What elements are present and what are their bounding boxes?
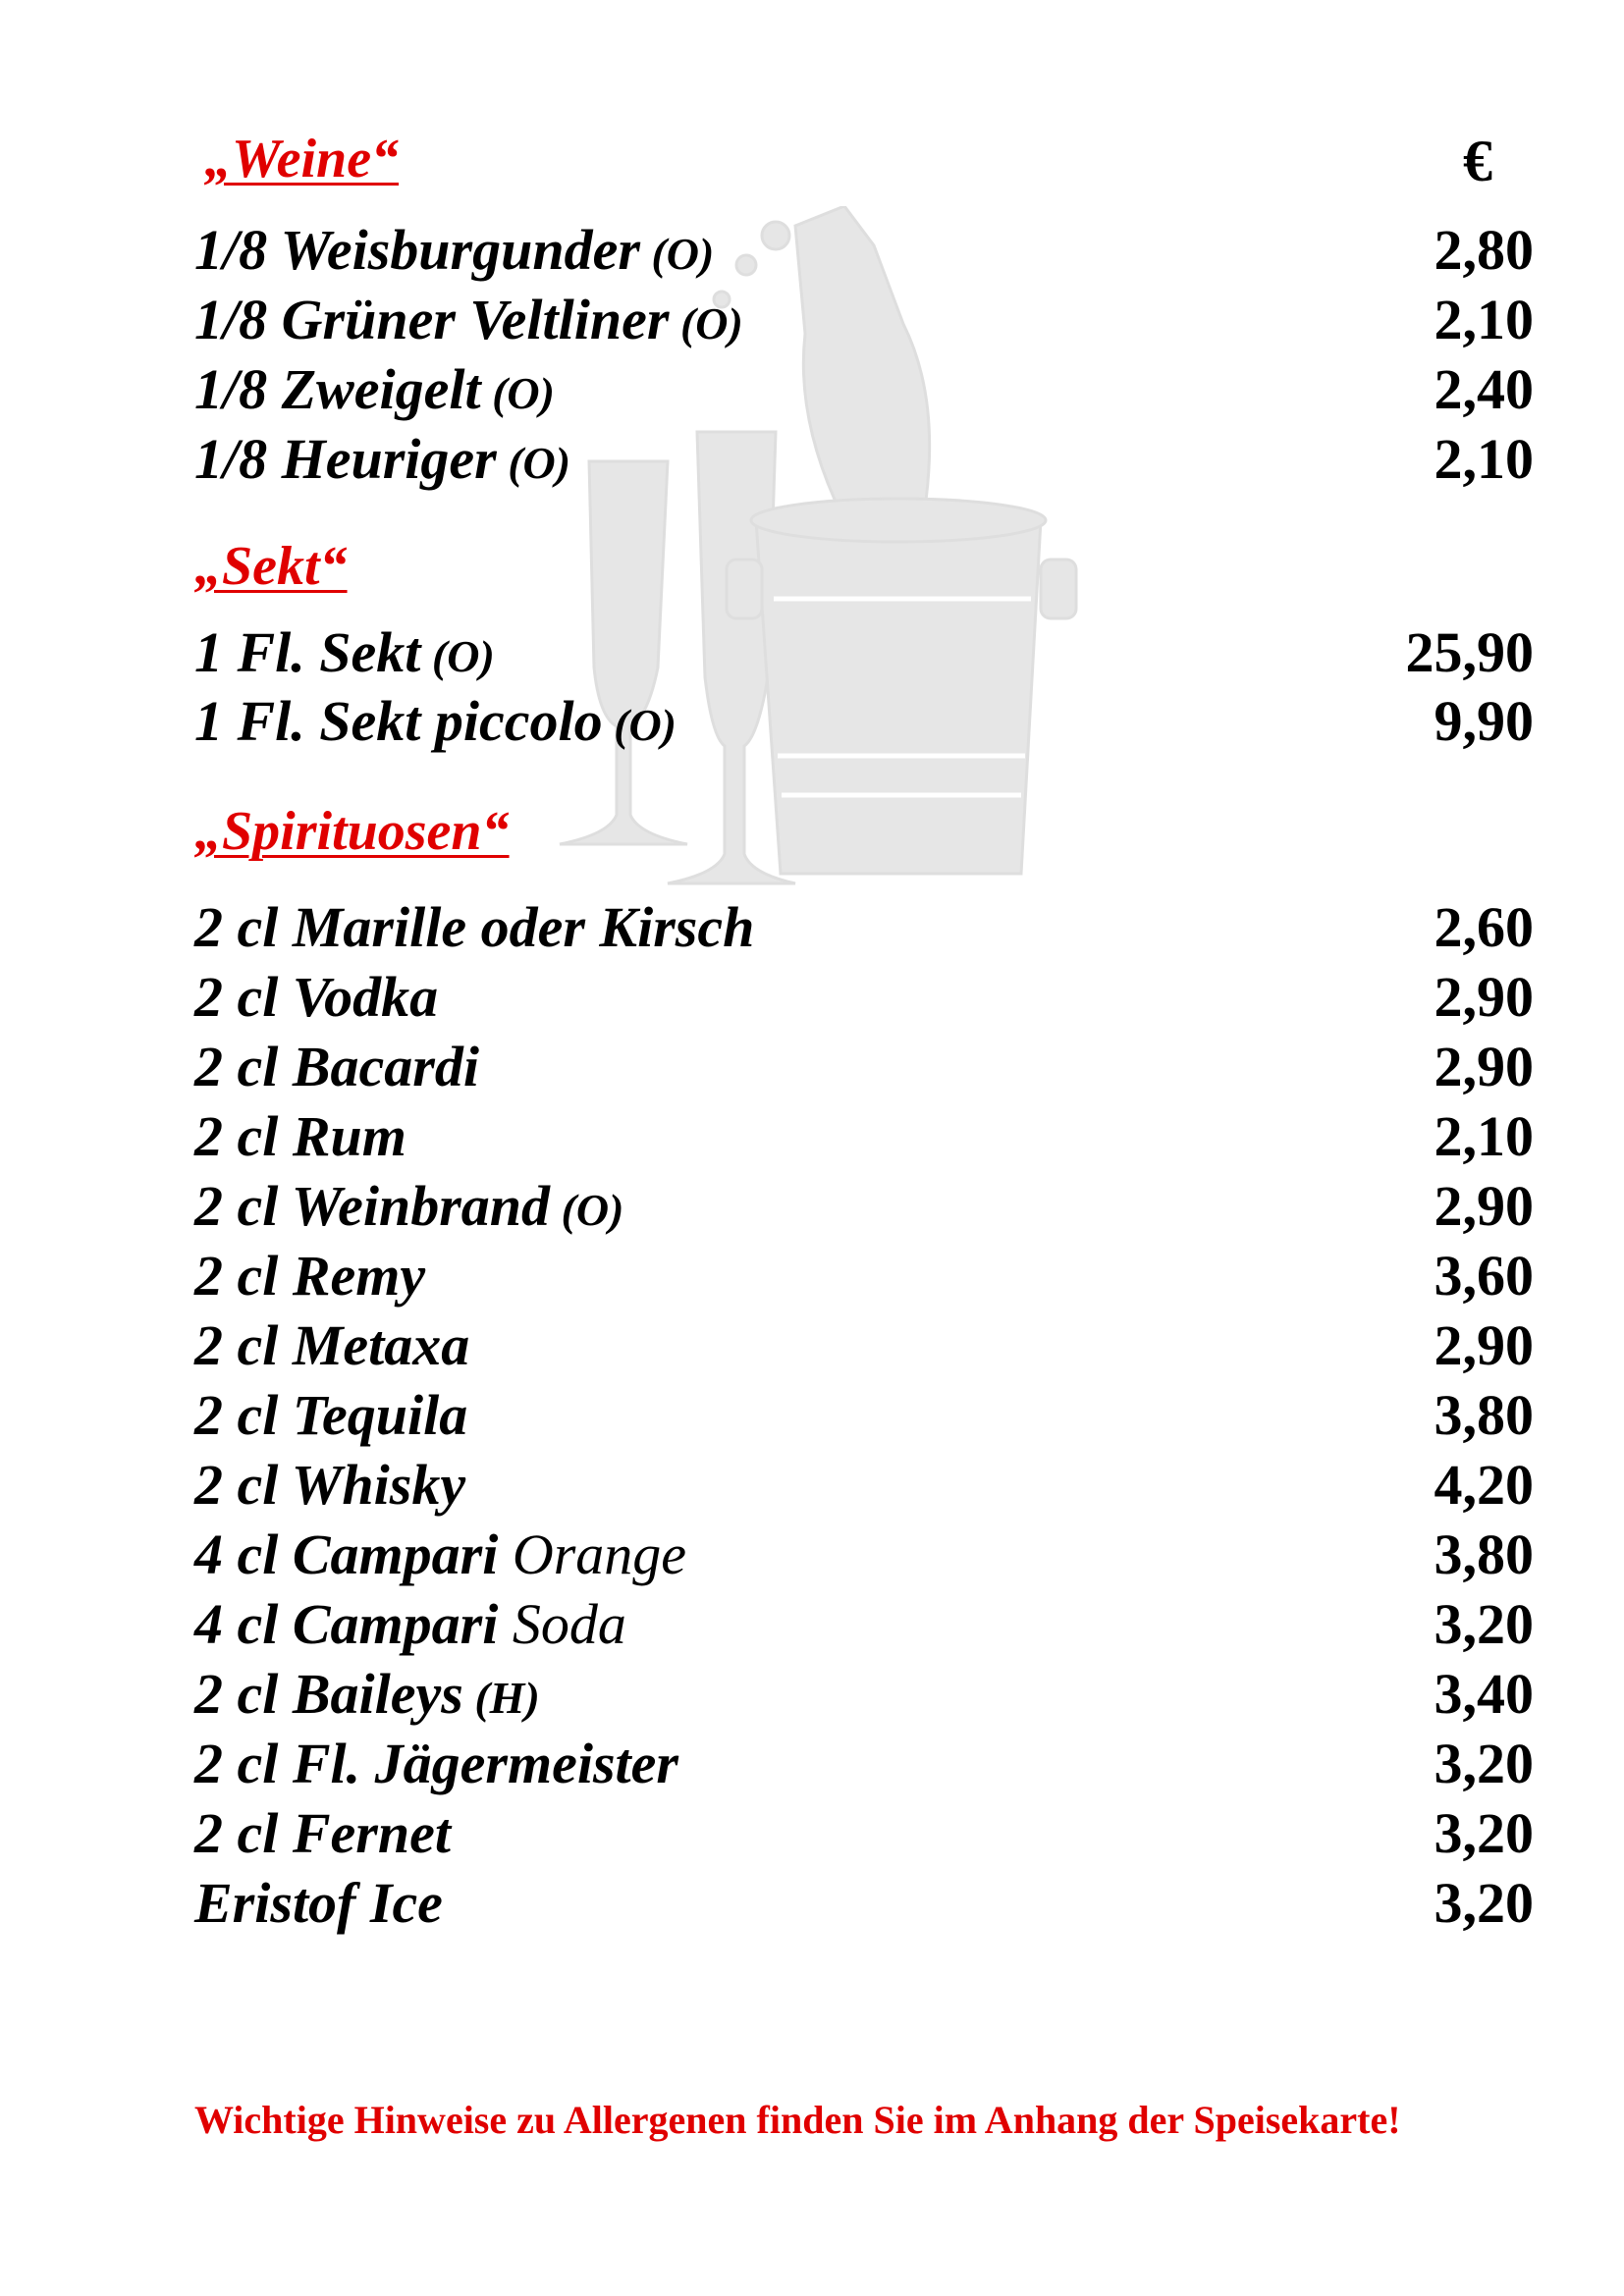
menu-item bbox=[194, 355, 1534, 424]
menu-item bbox=[194, 1381, 1534, 1450]
menu-item bbox=[194, 1730, 1534, 1798]
menu-item-allergen-code: (O) bbox=[420, 631, 495, 681]
menu-item bbox=[194, 1799, 1534, 1868]
menu-item-name: 2 cl Metaxa bbox=[194, 1313, 470, 1377]
menu-item-name: 1/8 Grüner Veltliner (O) bbox=[194, 288, 743, 351]
menu-item bbox=[194, 687, 1534, 756]
menu-item-price: 2,40 bbox=[1434, 357, 1534, 421]
menu-item-price: 2,60 bbox=[1434, 895, 1534, 959]
menu-item-name: 2 cl Whisky bbox=[194, 1453, 466, 1517]
menu-item bbox=[194, 893, 1534, 962]
menu-item-name: 2 cl Weinbrand (O) bbox=[194, 1174, 624, 1238]
menu-item-name: 2 cl Rum bbox=[194, 1104, 406, 1168]
menu-item-name: 1 Fl. Sekt piccolo (O) bbox=[194, 689, 677, 753]
menu-item-name: 4 cl Campari Soda bbox=[194, 1592, 626, 1656]
menu-item bbox=[194, 1311, 1534, 1380]
menu-item-extra: Orange bbox=[498, 1522, 687, 1586]
menu-item bbox=[194, 286, 1534, 354]
menu-item-price: 2,80 bbox=[1434, 218, 1534, 282]
menu-item bbox=[194, 618, 1534, 687]
menu-item-price: 3,80 bbox=[1434, 1522, 1534, 1586]
menu-item-price: 3,80 bbox=[1434, 1383, 1534, 1447]
menu-item-price: 2,90 bbox=[1434, 1174, 1534, 1238]
menu-item-name: 1 Fl. Sekt (O) bbox=[194, 620, 495, 684]
menu-item bbox=[194, 1172, 1534, 1241]
section-title-spirituosen: „Spirituosen“ bbox=[194, 801, 510, 862]
menu-item-name: 2 cl Tequila bbox=[194, 1383, 468, 1447]
menu-item-price: 2,10 bbox=[1434, 288, 1534, 351]
menu-item bbox=[194, 425, 1534, 494]
menu-item-price: 9,90 bbox=[1434, 689, 1534, 753]
menu-item-extra: Soda bbox=[498, 1592, 626, 1656]
menu-item-name: 1/8 Weisburgunder (O) bbox=[194, 218, 715, 282]
menu-item-allergen-code: (O) bbox=[550, 1185, 624, 1235]
menu-item-allergen-code: (O) bbox=[480, 368, 555, 418]
menu-item-price: 2,90 bbox=[1434, 1313, 1534, 1377]
menu-item-price: 2,10 bbox=[1434, 427, 1534, 491]
menu-item-name: 4 cl Campari Orange bbox=[194, 1522, 687, 1586]
menu-item-allergen-code: (O) bbox=[669, 298, 743, 348]
menu-item-allergen-code: (O) bbox=[639, 229, 715, 279]
menu-item bbox=[194, 1451, 1534, 1520]
menu-item-name: 2 cl Baileys (H) bbox=[194, 1662, 540, 1726]
menu-item-name: 2 cl Fernet bbox=[194, 1801, 451, 1865]
menu-item-name: 2 cl Bacardi bbox=[194, 1035, 479, 1098]
menu-item-price: 2,90 bbox=[1434, 965, 1534, 1029]
menu-item-price: 3,40 bbox=[1434, 1662, 1534, 1726]
menu-item-price: 3,20 bbox=[1434, 1801, 1534, 1865]
menu-item-name: 2 cl Remy bbox=[194, 1244, 426, 1308]
section-title-sekt: „Sekt“ bbox=[194, 536, 348, 597]
menu-item-price: 25,90 bbox=[1405, 620, 1534, 684]
menu-item-price: 3,20 bbox=[1434, 1592, 1534, 1656]
menu-item-price: 3,20 bbox=[1434, 1871, 1534, 1935]
menu-item bbox=[194, 1590, 1534, 1659]
currency-symbol: € bbox=[1463, 129, 1492, 193]
menu-item bbox=[194, 963, 1534, 1032]
menu-item-name: 2 cl Fl. Jägermeister bbox=[194, 1732, 678, 1795]
menu-item bbox=[194, 1033, 1534, 1101]
menu-item-price: 3,20 bbox=[1434, 1732, 1534, 1795]
allergen-notice: Wichtige Hinweise zu Allergenen finden Sie im Anhang der Speisekarte! bbox=[194, 2098, 1401, 2142]
menu-item bbox=[194, 1242, 1534, 1310]
menu-item-name: 1/8 Zweigelt (O) bbox=[194, 357, 555, 421]
menu-item bbox=[194, 1660, 1534, 1729]
menu-item-price: 4,20 bbox=[1434, 1453, 1534, 1517]
menu-item-name: Eristof Ice bbox=[194, 1871, 443, 1935]
menu-item-price: 2,10 bbox=[1434, 1104, 1534, 1168]
menu-item-allergen-code: (O) bbox=[496, 438, 571, 488]
menu-item bbox=[194, 1521, 1534, 1589]
menu-item-price: 3,60 bbox=[1434, 1244, 1534, 1308]
menu-item-name: 2 cl Marille oder Kirsch bbox=[194, 895, 755, 959]
menu-item-allergen-code: (H) bbox=[462, 1673, 540, 1723]
menu-item bbox=[194, 216, 1534, 285]
menu-item bbox=[194, 1102, 1534, 1171]
section-title-weine: „Weine“ bbox=[204, 129, 400, 189]
menu-item-price: 2,90 bbox=[1434, 1035, 1534, 1098]
menu-item-allergen-code: (O) bbox=[602, 700, 677, 750]
menu-item-name: 2 cl Vodka bbox=[194, 965, 439, 1029]
menu-item bbox=[194, 1869, 1534, 1938]
menu-item-name: 1/8 Heuriger (O) bbox=[194, 427, 571, 491]
